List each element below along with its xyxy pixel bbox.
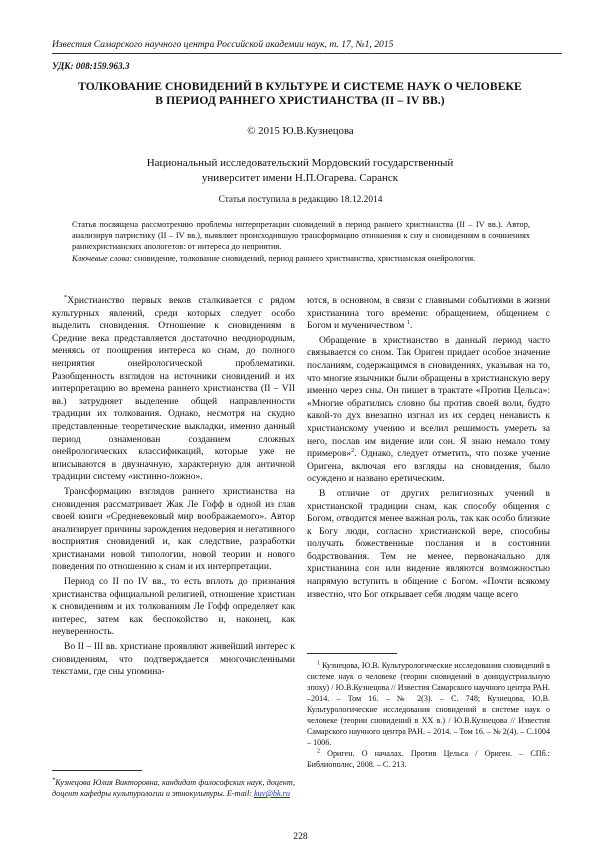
footnote-1: $^1$ Кузнецова, Ю.В. Культурологические исследования сновидений в системе наук о человеке (теории сновидений в доиндустриальную эпоху) / Ю.В.Кузнецова // Известия Самарского научного центра РАН. –2014. – Том 16. – № 2(3). – С. 748; Кузнецова, Ю.В. Культурологические исследования сновидений в системе наук о человеке (теории сновидений в XX в.) / Ю.В.Кузнецова // Известия Самарского научного центра РАН. – 2014. – Том 16. – № 2(4). – С.1004 – 1006. [307,660,550,747]
right-paragraph-3: В отличие от других религиозных учений в христианской традиции снам, как способу общения с Богом, отводится менее важная роль, так как особо близкие к Богу люди, согласно христианской вере, способны получать божественные послания и в состоянии бодрствования. Тем не менее, первоначально для христианина сон или видение являются возможностью напрямую вступить в общение с Богом. «Почти всякому известно, что Бог открывает себя людям чаще всего [307,487,550,600]
keywords-label: Ключевые слова: [72,253,133,263]
footnote-ref-1[interactable]: 1 [406,319,410,327]
abstract [72,219,530,264]
footnotes [307,660,550,770]
author-note: *Кузнецова Юлия Викторовна, кандидат философских наук, доцент, доцент кафедры культурологии и этнокультуры. E-mail: kuv@bk.ru [52,776,295,798]
udk-code: УДК: 008:159.963.3 [52,61,130,71]
copyright-author: © 2015 Ю.В.Кузнецова [247,125,354,137]
left-paragraph-4: Во II – III вв. христиане проявляют живейший интерес к сновидениям, что подтверждается многочисленными текстами, где сны упомина- [52,641,295,678]
left-paragraph-2: Трансформацию взглядов раннего христианства на сновидения рассматривает Жак Ле Гофф в одной из глав своей книги «Средневековый мир воображаемого». Автор анализирует причины зарождения недоверия и негативного восприятия сновидений и, как следствие, разработки христианами новой типологии, новой теории и нового поведения по отношению к снам и их интерпретации. [52,485,295,573]
author-email-link[interactable]: kuv@bk.ru [254,789,290,798]
footnote-2: $^2$ Ориген. О началах. Против Цельса / Ориген. – СПб.: Библиополис, 2008. – С. 213. [307,748,550,769]
affiliation [80,156,520,186]
journal-header: Известия Самарского научного центра Российской академии наук, т. 17, №1, 2015 [52,39,562,54]
keywords-text: сновидение, толкование сновидений, период раннего христианства, христианская онейрология. [132,253,476,263]
affiliation-line-2: университет имени Н.П.Огарева. Саранск [201,172,399,184]
title-line-1: ТОЛКОВАНИЕ СНОВИДЕНИЙ В КУЛЬТУРЕ И СИСТЕМЕ НАУК О ЧЕЛОВЕКЕ [78,80,522,93]
affiliation-line-1: Национальный исследовательский Мордовский государственный [146,157,454,169]
footnote-divider [307,653,397,654]
left-column [52,295,295,679]
right-column [307,295,550,601]
abstract-text: Статья посвящена рассмотрению проблемы интерпретации сновидений в период раннего христианства (II – IV вв.). Автор, анализируя патристику (II – IV вв.), выявляет происходившую трансформацию отношения к сну и сновидениям в сочинениях раннехристианских апологетов: от интереса до неприятия. [72,220,530,252]
article-title [60,80,540,108]
title-line-2: В ПЕРИОД РАННЕГО ХРИСТИАНСТВА (II – IV ВВ.) [155,94,445,107]
author-note-divider [52,770,142,771]
left-paragraph-3: Период со II по IV вв., то есть вплоть до признания христианства официальной религией, отношение христиан к сновидениям и их толкованиям Ле Гофф определяет как интерес, затем как беспокойство и, наконец, как неуверенность. [52,576,295,638]
page-number: 228 [293,831,308,842]
received-date: Статья поступила в редакцию 18.12.2014 [218,195,383,205]
left-paragraph-1: *Христианство первых веков сталкивается с рядом культурных явлений, среди которых следует особо выделить сновидения. Отношение к сновидениям в Средние века представляется достаточно неоднородным, меняясь от поощрения интереса ко снам, до полного неприятия онейрологической проблематики. Разобщенность взглядов на источники сновидений и их интерпретацию во времена раннего христианства (II – VII вв.) затрудняет выделение общей направленности традиции их толкования. Однако, несмотря на скудно представленные теоретические выкладки, именно данный период ознаменован созданием сложных онейрологических классификаций, которые уже не вписываются в двузначную, характерную для античной традиции систему «истинно-ложно». [52,293,295,483]
author-note-mark: * [64,293,68,301]
right-paragraph-2: Обращение в христианство в данный период часто связывается со сном. Так Ориген придает особое значение посланиям, содержащимся в сновидениях, указывая на то, что многие язычники были обращены в христианскую веру именно через сны. Он пишет в трактате «Против Цельса»: «Многие обратились словно бы против своей воли, будто какой-то дух внезапно изгнал из их сердец ненависть к христианскому учению и вселил решимость умереть за него, послав им видение или сон. Я знаю немало тому примеров»$^2$. Однако, следует отметить, что позже учение Оригена, включая его взгляды на сновидения, было осуждено и названо еретическим. [307,334,550,485]
right-paragraph-1: ются, в основном, в связи с главными событиями в жизни христианина того времени: обращением, общением с Богом и мученичеством $^1$. [307,295,550,332]
footnote-ref-2[interactable]: 2 [351,446,355,454]
